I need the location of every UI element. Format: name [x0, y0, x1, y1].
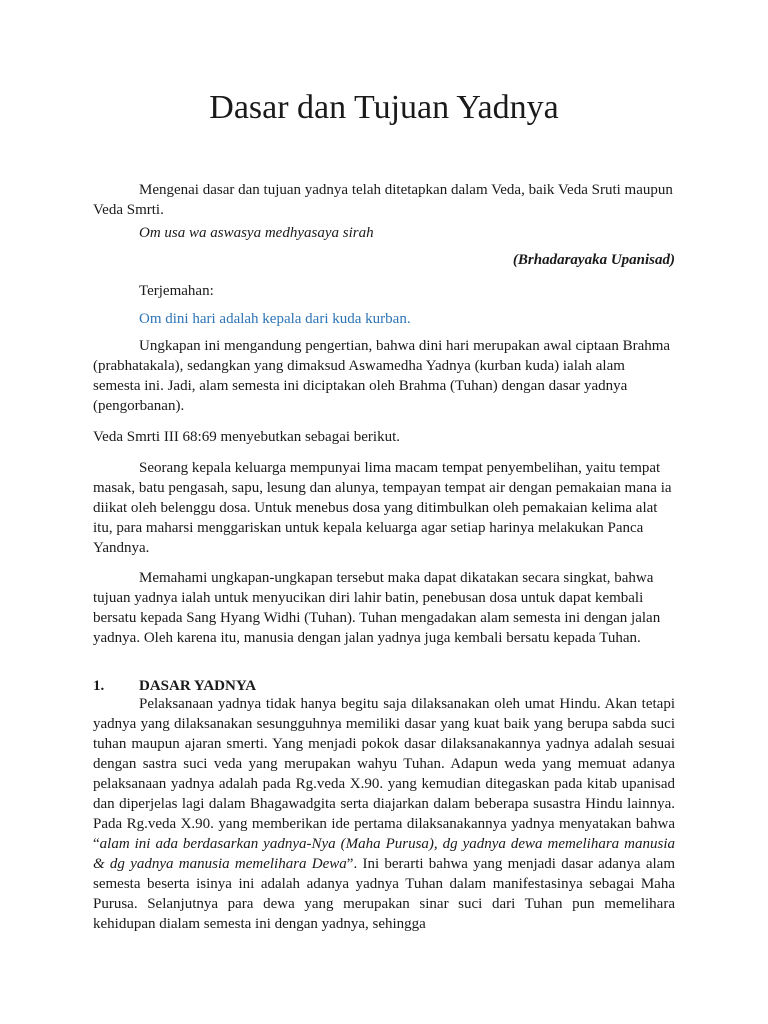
paragraph-brahma: Ungkapan ini mengandung pengertian, bahwa dini hari merupakan awal ciptaan Brahma (prabhatakala), sedangkan yang dimaksud Aswamedha Yadnya (kurban kuda) ialah alam semesta ini. Jadi, alam semesta ini diciptakan oleh Brahma (Tuhan) dengan dasar yadnya (pengorbanan). — [93, 338, 671, 414]
intro-paragraph: Mengenai dasar dan tujuan yadnya telah ditetapkan dalam Veda, baik Veda Sruti maupun Veda Smrti. — [93, 182, 673, 218]
translation-text: Om dini hari adalah kepala dari kuda kurban. — [139, 311, 411, 327]
section-body-part1: Pelaksanaan yadnya tidak hanya begitu saja dilaksanakan oleh umat Hindu. Akan tetapi yadnya yang dilaksanakan sesungguhnya memiliki dasar yang kuat baik yang berupa sabda suci tuhan maupun ajaran smerti. Yang menjadi pokok dasar dilaksanakannya yadnya adalah sesuai dengan sastra suci veda yang merupakan wahyu Tuhan. Adapun weda yang memuat adanya pelaksanaan yadnya adalah pada Rg.veda X.90. yang kemudian ditegaskan pada kitab upanisad dan diperjelas lagi dalam Bhagawadgita serta diajarkan dalam beberapa susastra Hindu lainnya. Pada Rg.veda X.90. yang memberikan ide pertama dilaksanakannya yadnya menyatakan bahwa “ — [93, 696, 675, 852]
section-heading: DASAR YADNYA — [139, 678, 257, 694]
document-title: Dasar dan Tujuan Yadnya — [209, 89, 559, 126]
section-body-paragraph — [93, 694, 675, 934]
section-body-part2: ”. Ini berarti bahwa yang menjadi dasar adanya alam semesta beserta isinya ini adalah adanya yadnya Tuhan dalam manifestasinya sebagai Maha Purusa. Selanjutnya para dewa yang merupakan sinar suci dari Tuhan pun memelihara kehidupan dialam semesta ini dengan yadnya, sehingga — [93, 856, 676, 932]
section-body-quote: alam ini ada berdasarkan yadnya-Nya (Maha Purusa), dg yadnya dewa memelihara manusia & dg yadnya manusia memelihara Dewa — [93, 836, 675, 872]
section-number: 1. — [93, 678, 105, 694]
paragraph-veda-smrti: Veda Smrti III 68:69 menyebutkan sebagai berikut. — [93, 429, 401, 445]
mantra-source: (Brhadarayaka Upanisad) — [512, 252, 675, 268]
mantra-line: Om usa wa aswasya medhyasaya sirah — [139, 225, 374, 241]
paragraph-panca-yadnya: Seorang kepala keluarga mempunyai lima macam tempat penyembelihan, yaitu tempat masak, batu pengasah, sapu, lesung dan alunya, tempayan tempat air dengan pemakaian mana ia diikat oleh belenggu dosa. Untuk menebus dosa yang ditimbulkan oleh pemakaian kelima alat itu, para maharsi menggariskan untuk kepala keluarga agar setiap harinya melakukan Panca Yandnya. — [93, 460, 672, 556]
translation-label: Terjemahan: — [139, 283, 214, 299]
paragraph-tujuan-yadnya: Memahami ungkapan-ungkapan tersebut maka dapat dikatakan secara singkat, bahwa tujuan yadnya ialah untuk menyucikan diri lahir batin, penebusan dosa untuk dapat kembali bersatu kepada Sang Hyang Widhi (Tuhan). Tuhan mengadakan alam semesta ini dengan jalan yadnya. Oleh karena itu, manusia dengan jalan yadnya juga kembali bersatu kepada Tuhan. — [93, 570, 661, 646]
